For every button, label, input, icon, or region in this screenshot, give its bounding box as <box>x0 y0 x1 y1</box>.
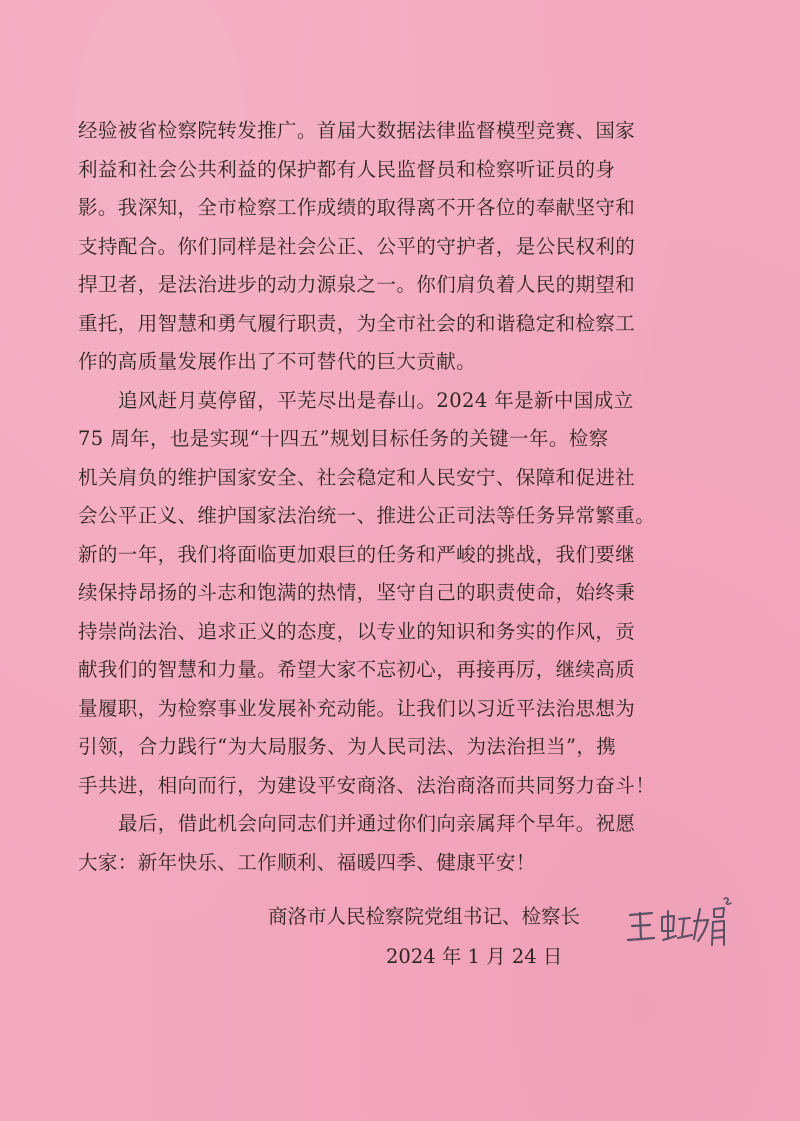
text-line: 最后，借此机会向同志们并通过你们向亲属拜个早年。祝愿 <box>118 812 636 835</box>
letter-date: 2024 年 1 月 24 日 <box>386 945 563 968</box>
text-line: 经验被省检察院转发推广。首届大数据法律监督模型竞赛、国家 <box>78 119 636 142</box>
handwritten-signature <box>624 893 736 951</box>
text-line: 引领，合力践行“为大局服务、为人民司法、为法治担当”，携 <box>78 735 617 758</box>
text-line: 75 周年，也是实现“十四五”规划目标任务的关键一年。检察 <box>78 427 609 450</box>
text-line: 利益和社会公共利益的保护都有人民监督员和检察听证员的身 <box>78 157 616 181</box>
signature-title: 商洛市人民检察院党组书记、检察长 <box>268 905 581 928</box>
letter-body <box>78 112 728 882</box>
text-line: 会公平正义、维护国家法治统一、推进公正司法等任务异常繁重。 <box>78 504 656 527</box>
text-line: 持崇尚法治、追求正义的态度，以专业的知识和务实的作风，贡 <box>78 619 636 643</box>
text-line: 大家：新年快乐、工作顺利、福暖四季、健康平安！ <box>78 850 536 874</box>
text-line: 追风赶月莫停留，平芜尽出是春山。2024 年是新中国成立 <box>118 388 634 412</box>
text-line: 量履职，为检察事业发展补充动能。让我们以习近平法治思想为 <box>78 696 636 720</box>
text-line: 捍卫者，是法治进步的动力源泉之一。你们肩负着人民的期望和 <box>78 273 636 296</box>
text-line: 作的高质量发展作出了不可替代的巨大贡献。 <box>78 350 477 373</box>
text-line: 机关肩负的维护国家安全、社会稳定和人民安宁、保障和促进社 <box>78 465 636 489</box>
text-line: 续保持昂扬的斗志和饱满的热情，坚守自己的职责使命，始终秉 <box>78 581 636 604</box>
text-line: 献我们的智慧和力量。希望大家不忘初心，再接再厉，继续高质 <box>78 658 636 681</box>
paragraph-2 <box>78 382 728 806</box>
paragraph-1 <box>78 112 728 382</box>
text-line: 手共进，相向而行，为建设平安商洛、法治商洛而共同努力奋斗！ <box>78 773 656 797</box>
text-line: 重托，用智慧和勇气履行职责，为全市社会的和谐稳定和检察工 <box>78 311 636 335</box>
text-line: 新的一年，我们将面临更加艰巨的任务和严峻的挑战，我们要继 <box>78 542 636 566</box>
text-line: 影。我深知，全市检察工作成绩的取得离不开各位的奉献坚守和 <box>78 196 636 219</box>
paragraph-3 <box>78 805 728 882</box>
text-line: 支持配合。你们同样是社会公正、公平的守护者，是公民权利的 <box>78 234 636 258</box>
